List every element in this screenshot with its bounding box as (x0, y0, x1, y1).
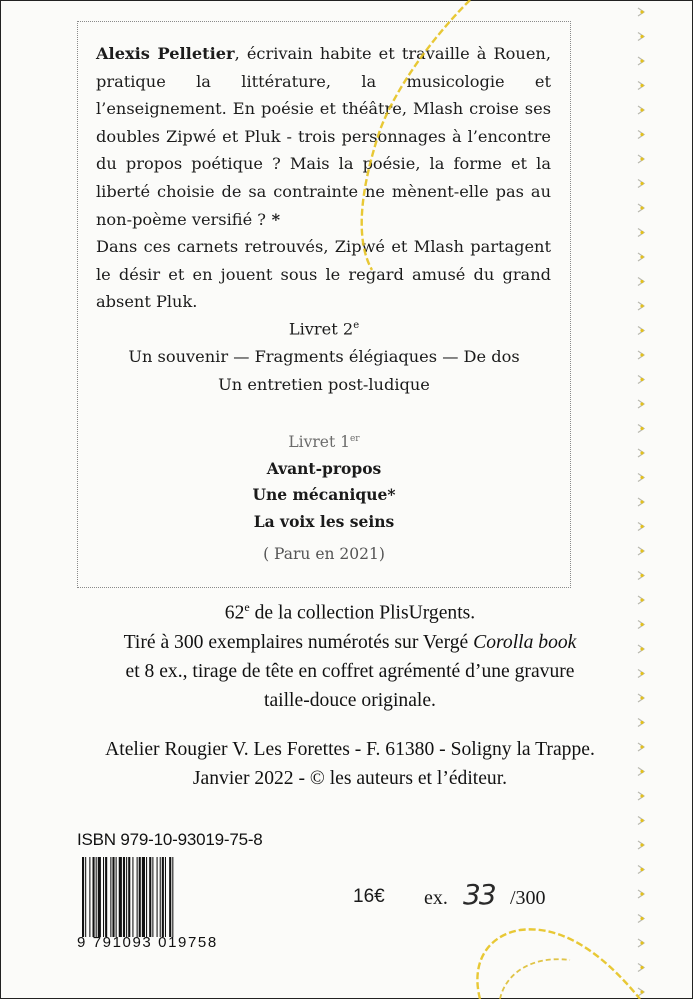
barcode-bar (169, 857, 171, 937)
livret-1-note: ( Paru en 2021) (263, 545, 385, 564)
stitch-dot (640, 157, 643, 160)
stitch-dot (640, 966, 643, 969)
barcode-bar (132, 857, 133, 937)
stitch-dot (640, 500, 643, 503)
barcode-bar (119, 857, 122, 937)
barcode-bar (93, 857, 95, 937)
livret-2-title: Livret 2e (288, 319, 360, 339)
barcode-bar (85, 857, 86, 937)
livret-1-item: La voix les seins (253, 511, 395, 531)
barcode-bar (142, 857, 145, 937)
barcode-bar (126, 857, 127, 937)
stitch-dot (640, 574, 643, 577)
stitch-dot (640, 451, 643, 454)
barcode-bar (98, 857, 101, 937)
stitch-dot (640, 868, 643, 871)
binding-stitch (628, 0, 658, 999)
stitch-dot (640, 182, 643, 185)
print-run-line: Tiré à 300 exemplaires numérotés sur Vergé Corolla book (123, 631, 577, 653)
asterisk-note: * (265, 209, 281, 229)
barcode-bar (146, 857, 147, 937)
stitch-dot (640, 794, 643, 797)
barcode (82, 857, 262, 937)
colophon-edition (40, 593, 660, 715)
stitch-dot (640, 353, 643, 356)
barcode-bar (165, 857, 166, 937)
stitch-dot (640, 378, 643, 381)
description-text (96, 40, 551, 316)
livret-1-section (77, 426, 571, 568)
stitch-dot (640, 843, 643, 846)
stitch-dot (640, 696, 643, 699)
stitch-dot (640, 549, 643, 552)
stitch-dot (640, 35, 643, 38)
publisher-address: Atelier Rougier V. Les Forettes - F. 61380 - Soligny la Trappe. (105, 739, 595, 760)
barcode-bar (96, 857, 97, 937)
barcode-bar (160, 857, 161, 937)
publication-date: Janvier 2022 - © les auteurs et l’éditeur. (192, 768, 508, 789)
barcode-bar (157, 857, 158, 937)
stitch-dot (640, 745, 643, 748)
stitch-dot (640, 990, 643, 993)
stitch-dot (640, 10, 643, 13)
barcode-bar (137, 857, 138, 937)
barcode-bar (103, 857, 104, 937)
description-part-1: , écrivain habite et travaille à Rouen, pratique la littérature, la musicologie et l’enseignement. En poésie et théâtre, Mlash croise ses doubles Zipwé et Pluk - trois personnages à l’encontre du propos poétique ? Mais la poésie, la forme et la liberté choisie de sa contrainte ne mènent-elle pas au non-poème versifié ? (96, 44, 551, 229)
stitch-dot (640, 721, 643, 724)
barcode-bar (105, 857, 107, 937)
stitch-dot (640, 108, 643, 111)
copy-label: ex. (424, 887, 448, 909)
stitch-dot (640, 892, 643, 895)
description-part-2: Dans ces carnets retrouvés, Zipwé et Mlash partagent le désir et en jouent sous le regard amusé du grand absent Pluk. (96, 237, 551, 312)
barcode-digits: 9 791093 019758 (77, 934, 218, 951)
stitch-dot (640, 819, 643, 822)
author-name: Alexis Pelletier (96, 44, 235, 63)
stitch-dot (640, 231, 643, 234)
stitch-dot (640, 598, 643, 601)
stitch-dot (640, 770, 643, 773)
stitch-dot (640, 280, 643, 283)
barcode-bar (110, 857, 111, 937)
stitch-dot (640, 917, 643, 920)
barcode-bar (82, 857, 84, 937)
barcode-bar (139, 857, 141, 937)
barcode-bar (162, 857, 164, 937)
stitch-dot (640, 941, 643, 944)
stitch-dot (640, 59, 643, 62)
barcode-bar (172, 857, 173, 937)
livret-1-item: Une mécanique* (252, 485, 396, 505)
stitch-dot (640, 476, 643, 479)
livret-2-section (77, 312, 571, 398)
barcode-bar (116, 857, 117, 937)
copy-total: /300 (510, 887, 546, 909)
stitch-dot (640, 84, 643, 87)
price: 16€ (353, 886, 385, 907)
stitch-dot (640, 133, 643, 136)
stitch-dot (640, 672, 643, 675)
livret-1-item: Avant-propos (266, 458, 382, 478)
stitch-dot (640, 206, 643, 209)
print-run-line-2: et 8 ex., tirage de tête en coffret agrémenté d’une gravure (125, 660, 575, 682)
barcode-bar (89, 857, 90, 937)
stitch-dot (640, 525, 643, 528)
stitch-dot (640, 329, 643, 332)
livret-2-contents-line-1: Un souvenir — Fragments élégiaques — De dos (128, 346, 520, 366)
isbn: ISBN 979-10-93019-75-8 (77, 830, 263, 849)
barcode-bar (128, 857, 130, 937)
print-run-line-3: taille-douce originale. (264, 689, 436, 711)
stitch-dot (640, 402, 643, 405)
stitch-dot (640, 623, 643, 626)
barcode-bar (123, 857, 125, 937)
barcode-bar (112, 857, 114, 937)
livret-1-title: Livret 1er (288, 433, 360, 452)
stitch-dot (640, 255, 643, 258)
barcode-bar (152, 857, 153, 937)
colophon-publisher (40, 735, 660, 793)
barcode-bar (149, 857, 151, 937)
stitch-dot (640, 427, 643, 430)
collection-line: 62e de la collection PlisUrgents. (224, 600, 476, 624)
livret-2-contents-line-2: Un entretien post-ludique (218, 374, 430, 394)
stitch-dot (640, 304, 643, 307)
copy-number-handwritten: 33 (463, 878, 495, 911)
stitch-dot (640, 647, 643, 650)
